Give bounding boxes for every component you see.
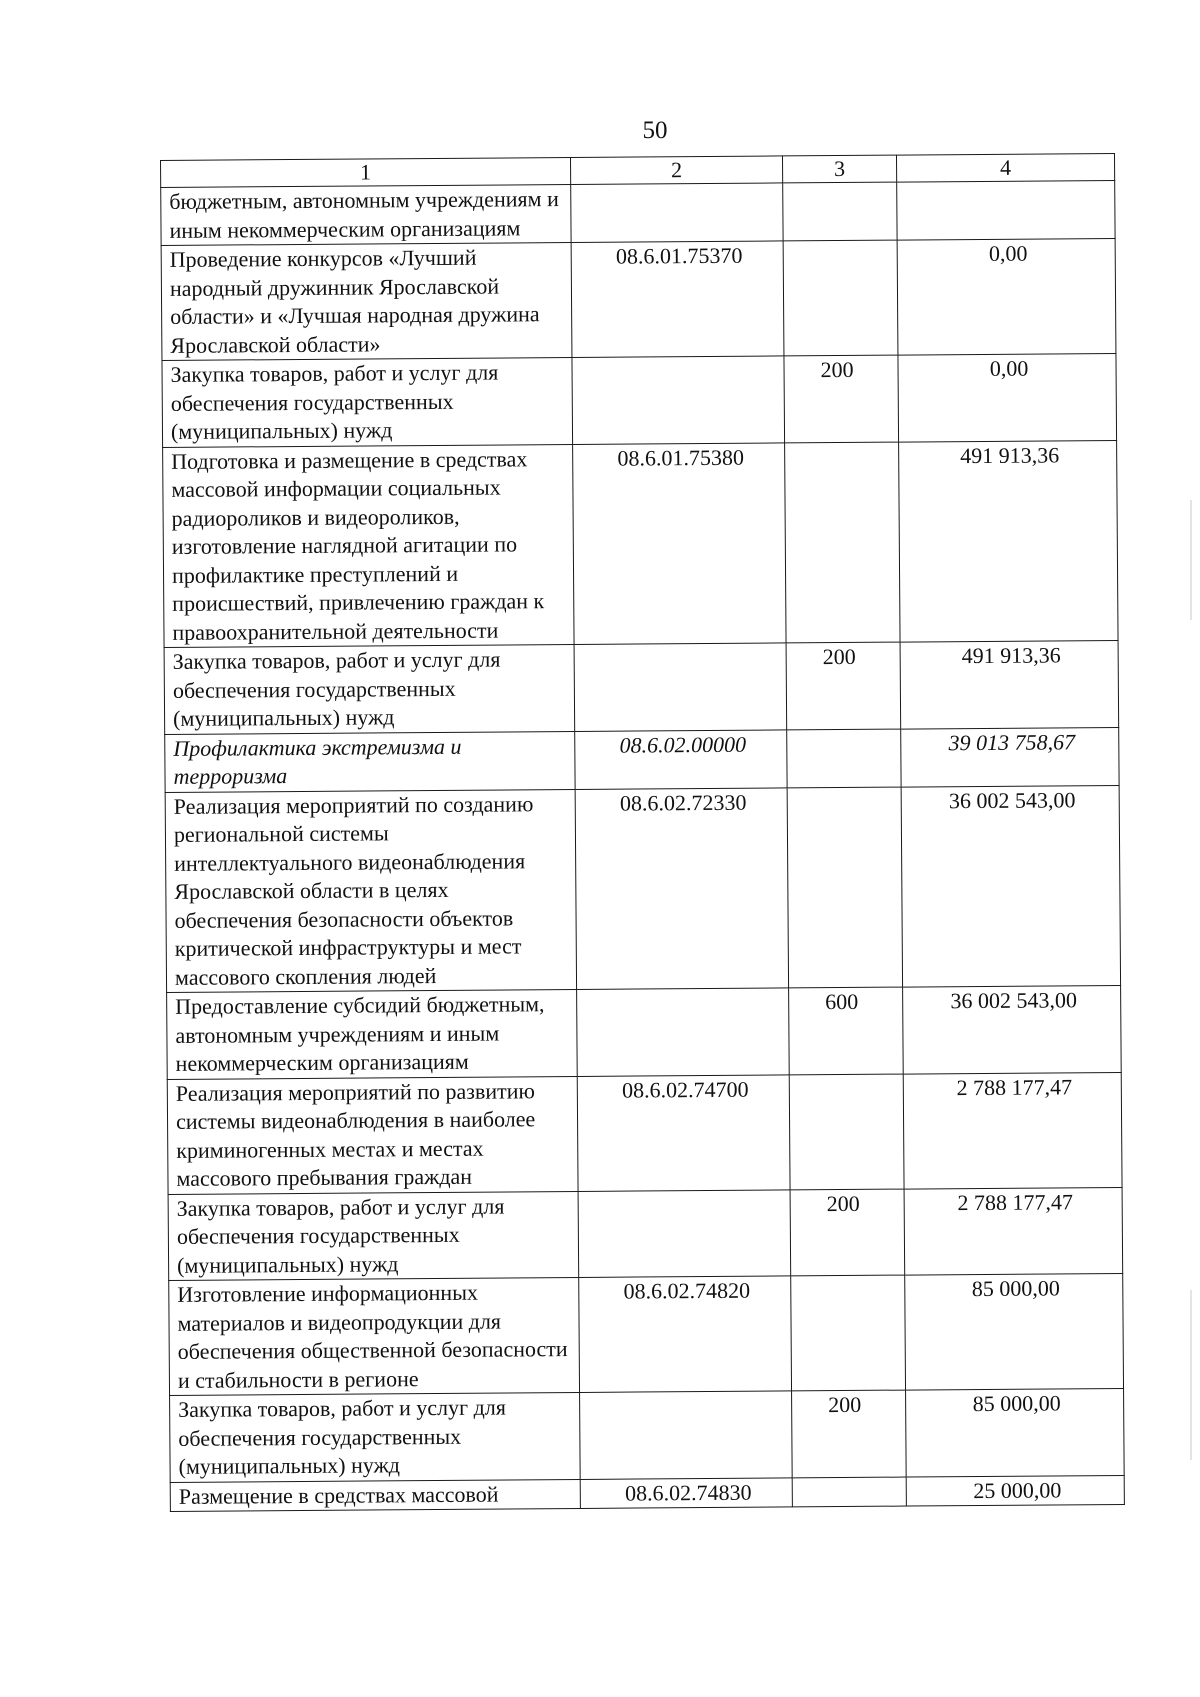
amount-value: 85 000,00	[905, 1273, 1124, 1390]
amount-value: 39 013 758,67	[901, 727, 1119, 787]
table-row	[164, 640, 1119, 733]
table-row	[170, 1388, 1125, 1481]
table-row	[170, 1475, 1124, 1511]
expense-type-code: 200	[792, 1390, 907, 1477]
budget-classification-code: 08.6.02.74830	[580, 1477, 792, 1508]
expense-type-code	[787, 729, 901, 788]
budget-classification-code	[574, 643, 787, 731]
budget-item-name: Закупка товаров, работ и услуг для обеспечения государственных (муниципальных) нужд	[162, 357, 573, 447]
budget-classification-code: 08.6.02.74820	[579, 1276, 792, 1393]
column-header-2: 2	[570, 156, 782, 185]
budget-classification-code: 08.6.02.72330	[575, 787, 788, 989]
expense-type-code	[785, 442, 900, 643]
budget-classification-code	[571, 183, 783, 243]
table-row	[161, 239, 1116, 361]
expense-type-code	[792, 1477, 906, 1507]
budget-classification-code	[577, 988, 790, 1076]
budget-classification-code	[580, 1391, 793, 1479]
budget-item-name: Изготовление информационных материалов и видеопродукции для обеспечения общественной безопасности и стабильности в регионе	[169, 1277, 580, 1395]
table-row	[163, 440, 1118, 647]
table-row	[165, 727, 1119, 792]
page-number: 50	[642, 117, 668, 144]
table-row	[168, 1187, 1123, 1280]
budget-item-name: Реализация мероприятий по развитию системы видеонаблюдения в наиболее криминогенных местах и местах массового пребывания граждан	[167, 1076, 578, 1194]
budget-item-name: бюджетным, автономным учреждениям и иным некоммерческим организациям	[161, 184, 571, 245]
budget-item-name: Подготовка и размещение в средствах массовой информации социальных радиороликов и видеороликов, изготовление наглядной агитации по профилактике преступлений и происшествий, привлечению граждан к правоохранительной деятельности	[163, 444, 574, 648]
budget-item-name: Реализация мероприятий по созданию региональной системы интеллектуального видеонаблюдения Ярославской области в целях обеспечения безопасности объектов критической инфраструктуры и мест массового скопления людей	[165, 789, 576, 993]
amount-value: 85 000,00	[906, 1388, 1125, 1476]
amount-value: 491 913,36	[900, 640, 1119, 728]
amount-value: 491 913,36	[899, 440, 1118, 642]
expense-type-code: 600	[789, 987, 904, 1074]
table-row	[165, 785, 1120, 992]
expense-type-code: 200	[784, 355, 899, 442]
budget-item-name: Размещение в средствах массовой	[170, 1479, 580, 1512]
table-row	[167, 985, 1122, 1078]
budget-item-name: Закупка товаров, работ и услуг для обеспечения государственных (муниципальных) нужд	[164, 644, 575, 734]
table-row	[162, 353, 1117, 446]
column-header-3: 3	[782, 155, 896, 183]
expense-type-code	[791, 1275, 906, 1391]
amount-value: 2 788 177,47	[904, 1187, 1123, 1275]
expense-type-code: 200	[790, 1189, 905, 1276]
budget-table	[160, 153, 1125, 1512]
expense-type-code: 200	[786, 642, 901, 729]
scan-artifact	[1190, 500, 1192, 620]
column-header-1: 1	[161, 157, 571, 187]
budget-item-name: Предоставление субсидий бюджетным, автономным учреждениям и иным некоммерческим организациям	[167, 989, 578, 1079]
table-body	[161, 181, 1125, 1512]
budget-item-name: Профилактика экстремизма и терроризма	[165, 731, 575, 792]
amount-value: 36 002 543,00	[901, 785, 1120, 987]
column-header-4: 4	[896, 154, 1114, 183]
amount-value	[897, 181, 1115, 241]
budget-item-name: Закупка товаров, работ и услуг для обеспечения государственных (муниципальных) нужд	[170, 1392, 581, 1482]
budget-item-name: Проведение конкурсов «Лучший народный дружинник Ярославской области» и «Лучшая народная дружина Ярославской области»	[161, 242, 572, 360]
expense-type-code	[789, 1074, 904, 1190]
table-row	[169, 1273, 1124, 1395]
budget-classification-code	[578, 1189, 791, 1277]
budget-classification-code: 08.6.01.75380	[573, 442, 786, 644]
budget-classification-code	[572, 356, 785, 444]
amount-value: 2 788 177,47	[903, 1072, 1122, 1189]
budget-item-name: Закупка товаров, работ и услуг для обеспечения государственных (муниципальных) нужд	[168, 1191, 579, 1281]
budget-classification-code: 08.6.02.00000	[575, 729, 787, 789]
scan-artifact	[1190, 1290, 1192, 1460]
amount-value: 0,00	[897, 239, 1116, 356]
expense-type-code	[783, 240, 898, 356]
amount-value: 0,00	[898, 353, 1117, 441]
amount-value: 25 000,00	[906, 1475, 1124, 1506]
expense-type-code	[783, 182, 897, 241]
budget-classification-code: 08.6.02.74700	[577, 1074, 790, 1191]
amount-value: 36 002 543,00	[903, 985, 1122, 1073]
table-row	[161, 181, 1115, 246]
expense-type-code	[787, 787, 902, 988]
table-row	[167, 1072, 1122, 1194]
budget-classification-code: 08.6.01.75370	[571, 241, 784, 358]
